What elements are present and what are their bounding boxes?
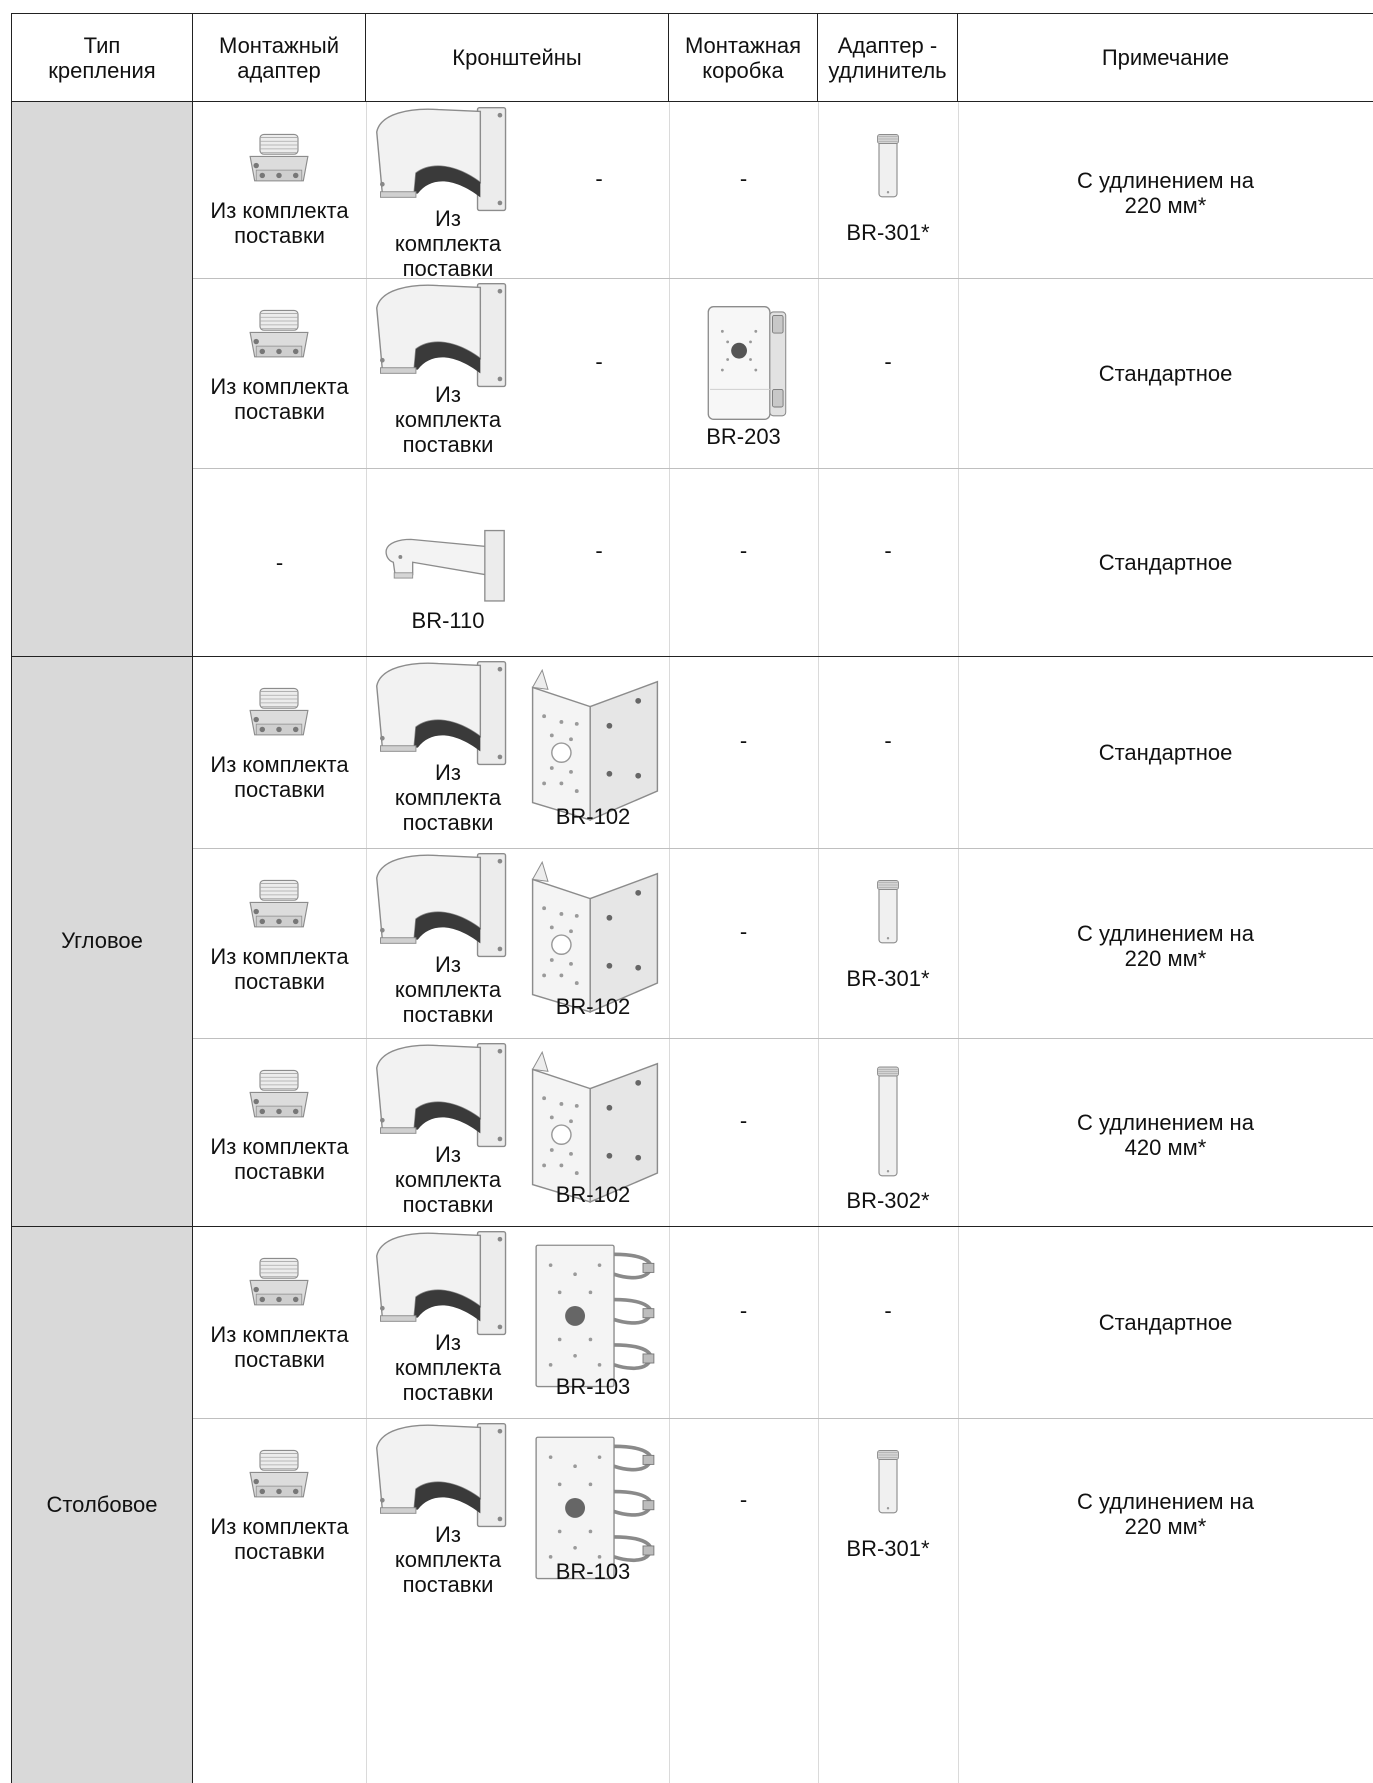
box-dash: - xyxy=(739,919,748,944)
header-extension-adapter: Адаптер - удлинитель xyxy=(818,14,958,102)
extension-label: BR-301* xyxy=(846,1536,930,1561)
bracket-label: Из комплекта поставки xyxy=(394,760,502,835)
bracket-label: BR-110 xyxy=(411,608,485,633)
mount-type-cell xyxy=(12,1226,193,1783)
mount-type-cell xyxy=(12,102,193,656)
box-dash: - xyxy=(739,1108,748,1133)
junction-box-image xyxy=(703,300,791,426)
bracket-label: Из комплекта поставки xyxy=(394,1330,502,1405)
bracket2-label: BR-103 xyxy=(555,1374,631,1399)
table-row xyxy=(193,278,1373,468)
extension-adapter-image xyxy=(873,124,903,208)
extension-dash: - xyxy=(884,538,892,563)
bracket2-dash: - xyxy=(595,349,603,374)
wall-bracket-image xyxy=(373,850,513,962)
note-text: Стандартное xyxy=(1098,550,1233,575)
corner-bracket-image xyxy=(523,860,667,1014)
table-row xyxy=(193,1226,1373,1418)
mount-type-label: Столбовое xyxy=(46,1491,158,1517)
note-text: С удлинением на 220 мм* xyxy=(1077,1488,1254,1539)
header-mount-box: Монтажная коробка xyxy=(669,14,818,102)
table-row xyxy=(193,102,1373,281)
bracket2-label: BR-103 xyxy=(555,1559,631,1584)
bracket2-label: BR-102 xyxy=(555,994,631,1019)
adapter-label: Из комплекта поставки xyxy=(210,374,349,424)
header-mount-adapter: Монтажный адаптер xyxy=(193,14,366,102)
adapter-label: Из комплекта поставки xyxy=(210,1514,349,1564)
mount-adapter-image xyxy=(241,1254,317,1316)
extension-label: BR-301* xyxy=(846,220,930,245)
mount-adapter-image xyxy=(241,1066,317,1128)
note-text: С удлинением на 420 мм* xyxy=(1077,1110,1254,1160)
bracket-label: Из комплекта поставки xyxy=(394,1142,502,1217)
bracket-label: Из комплекта поставки xyxy=(394,952,502,1027)
mount-adapter-image xyxy=(241,306,317,368)
table-row xyxy=(193,848,1373,1038)
extension-adapter-image xyxy=(873,1440,903,1524)
corner-bracket-image xyxy=(523,1050,667,1204)
extension-adapter-image xyxy=(873,1052,903,1190)
extension-label: BR-302* xyxy=(846,1188,930,1213)
mount-adapter-image xyxy=(241,1446,317,1508)
wall-bracket-image xyxy=(373,1420,513,1532)
box-dash: - xyxy=(739,166,748,191)
bracket2-dash: - xyxy=(595,538,603,563)
mount-adapter-image xyxy=(241,876,317,938)
mount-type-cell xyxy=(12,656,193,1226)
wall-bracket-image xyxy=(373,658,513,770)
adapter-label: Из комплекта поставки xyxy=(210,752,349,802)
table-row xyxy=(193,468,1373,656)
bracket2-label: BR-102 xyxy=(555,804,631,829)
bracket-label: Из комплекта поставки xyxy=(394,206,502,281)
mounting-options-table xyxy=(11,13,1373,1783)
bracket-label: Из комплекта поставки xyxy=(394,1522,502,1597)
extension-label: BR-301* xyxy=(846,966,930,991)
extension-dash: - xyxy=(884,349,892,374)
group-divider xyxy=(12,1226,1373,1227)
adapter-dash: - xyxy=(275,550,284,575)
long-bracket-image xyxy=(381,520,513,608)
adapter-label: Из комплекта поставки xyxy=(210,198,349,248)
box-dash: - xyxy=(739,728,748,753)
header-note: Примечание xyxy=(958,14,1373,102)
mount-type-label: Угловое xyxy=(61,928,143,953)
adapter-label: Из комплекта поставки xyxy=(210,1322,349,1372)
mount-adapter-image xyxy=(241,684,317,746)
box-dash: - xyxy=(739,1298,748,1323)
note-text: Стандартное xyxy=(1098,361,1233,386)
note-text: С удлинением на 220 мм* xyxy=(1077,921,1254,971)
extension-adapter-image xyxy=(873,870,903,954)
box-dash: - xyxy=(739,538,748,563)
header-mount-type: Тип крепления xyxy=(12,14,193,102)
bracket2-label: BR-102 xyxy=(555,1182,631,1207)
table-row xyxy=(193,656,1373,848)
wall-bracket-image xyxy=(373,1040,513,1152)
wall-bracket-image xyxy=(373,104,513,216)
bracket-label: Из комплекта поставки xyxy=(394,382,502,457)
mount-adapter-image xyxy=(241,130,317,192)
extension-dash: - xyxy=(884,1298,892,1323)
adapter-label: Из комплекта поставки xyxy=(210,944,349,994)
extension-dash: - xyxy=(884,728,892,753)
corner-bracket-image xyxy=(523,668,667,822)
group-divider xyxy=(12,656,1373,657)
table-row xyxy=(193,1418,1373,1603)
adapter-label: Из комплекта поставки xyxy=(210,1134,349,1184)
pole-bracket-image xyxy=(523,1238,667,1392)
box-dash: - xyxy=(739,1486,748,1512)
note-text: С удлинением на 220 мм* xyxy=(1077,168,1254,218)
note-text: Стандартное xyxy=(1098,1310,1233,1335)
wall-bracket-image xyxy=(373,280,513,392)
header-brackets: Кронштейны xyxy=(366,14,669,102)
note-text: Стандартное xyxy=(1098,740,1233,765)
table-row xyxy=(193,1038,1373,1226)
box-label: BR-203 xyxy=(706,424,781,449)
wall-bracket-image xyxy=(373,1228,513,1340)
bracket2-dash: - xyxy=(595,166,603,191)
